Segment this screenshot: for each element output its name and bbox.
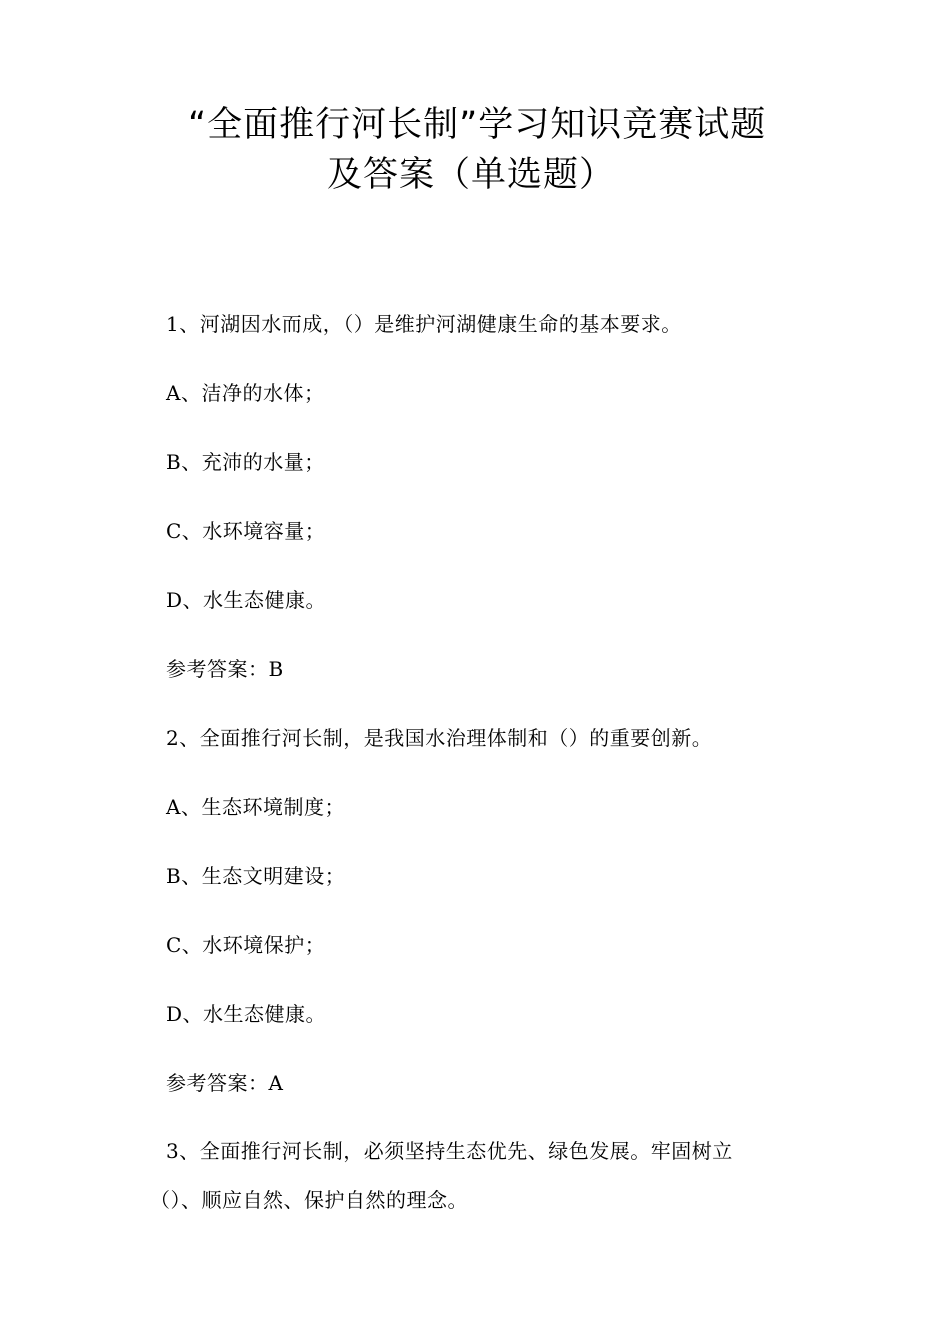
question-2-option-d: D、水生态健康。 xyxy=(166,1002,327,1026)
question-2-option-a: A、生态环境制度； xyxy=(166,795,345,819)
question-1-option-d: D、水生态健康。 xyxy=(166,588,327,612)
question-1-option-a: A、洁净的水体； xyxy=(166,381,325,405)
question-1-option-c: C、水环境容量； xyxy=(166,519,326,543)
document-title-line-1: “全面推行河长制”学习知识竞赛试题 xyxy=(188,105,767,145)
question-1-answer: 参考答案：B xyxy=(166,657,284,681)
document-title-line-2: 及答案（单选题） xyxy=(327,155,616,195)
question-3-stem-continued: （）、顺应自然、保护自然的理念。 xyxy=(150,1188,468,1212)
question-2-option-c: C、水环境保护； xyxy=(166,933,326,957)
question-1-stem: 1、河湖因水而成，（）是维护河湖健康生命的基本要求。 xyxy=(166,312,682,336)
question-2-answer: 参考答案：A xyxy=(166,1071,284,1095)
question-2-option-b: B、生态文明建设； xyxy=(166,864,346,888)
question-1-option-b: B、充沛的水量； xyxy=(166,450,325,474)
question-2-stem: 2、全面推行河长制，是我国水治理体制和（）的重要创新。 xyxy=(166,726,713,750)
question-3-stem: 3、全面推行河长制，必须坚持生态优先、绿色发展。牢固树立 xyxy=(166,1139,733,1163)
